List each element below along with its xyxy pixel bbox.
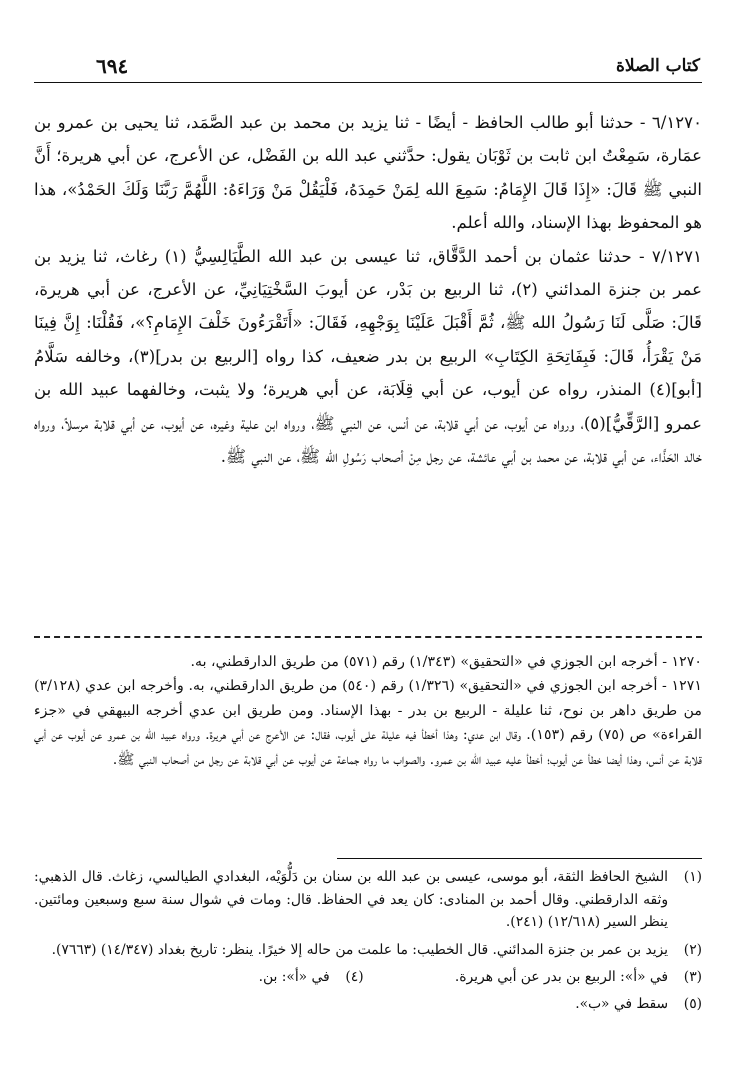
main-text	[34, 106, 702, 473]
footnote-mark: (٥)	[683, 995, 702, 1012]
footnote-text: الشيخ الحافظ الثقة، أبو موسى، عيسى بن عبد الله بن سنان بن دَلُّوَيْه، البغدادي الطيالسي، زغاث. قال الذهبي: وثقه الدارقطني. وقال أحمد بن المنادى: كان يعد في الحفاظ. قال: ومات في شوال سنة سبع وسبعين ومائتين. ينظر السير (١٢/٦١٨) (٢٤١).	[34, 869, 668, 931]
dashed-separator	[34, 636, 702, 638]
footnote-text: يزيد بن عمر بن جنزة المدائني. قال الخطيب: ما علمت من حاله إلا خيرًا. ينظر: تاريخ بغداد (١٤/٣٤٧) (٧٦٦٣).	[51, 941, 668, 958]
footnote-4	[259, 966, 364, 989]
footnote-5	[34, 993, 702, 1016]
footnote-text: سقط في «ب».	[575, 995, 668, 1012]
hadith-1270: ٦/١٢٧٠ - حدثنا أبو طالب الحافظ - أيضًا - ثنا يزيد بن محمد بن عبد الصَّمَد، ثنا يحيى بن عمرو بن عمَارة، سَمِعْتُ ابن ثابت بن ثَوْبَان يقول: حدَّثني عبد الله بن الفَضْل، عن الأعرج، عن أبي هريرة؛ أَنَّ النبي ﷺ قَالَ: «إِذَا قَالَ الإِمَامُ: سَمِعَ الله لِمَنْ حَمِدَهُ، فَلْيَقُلْ مَنْ وَرَاءَهُ: اللَّهُمَّ رَبَّنَا وَلَكَ الحَمْدُ»، هذا هو المحفوظ بهذا الإسناد، والله أعلم.	[34, 113, 702, 233]
footnote-mark: (١)	[683, 869, 702, 885]
footnote-1	[34, 866, 702, 934]
footnote-mark: (٤)	[345, 969, 364, 986]
footnote-text: في «أ»: بن.	[258, 969, 330, 986]
takhrij-1271: ١٢٧١ - أخرجه ابن الجوزي في «التحقيق» (١/٣٢٦) رقم (٥٤٠) من طريق الدارقطني، به. وأخرجه ابن عدي (٣/١٢٨) من طريق داهر بن نوح، ثنا عليلة - الربيع بن بدر - بهذا الإسناد. ومن طريق ابن عدي أخرجه البيهقي في «جزء القراءة» ص (٧٥) رقم (١٥٣). وقال ابن عدي: وهذا أخطأ فيه عليلة على أيوب، فقال: عن الأعرج عن أبي هريرة. ورواه عبيد الله بن عمرو عن أيوب عن أبي قلابة عن أنس، وهذا أيضا خطأ عن أيوب؛ أخطأ عليه عبيد الله بن عمرو. والصواب ما رواه جماعة عن أيوب عن أبي قلابة عن رجل من أصحاب النبي ﷺ.	[34, 678, 702, 768]
page-number: ٦٩٤	[96, 54, 129, 78]
running-header	[34, 54, 702, 83]
takhrij-1270: ١٢٧٠ - أخرجه ابن الجوزي في «التحقيق» (١/٣٤٣) رقم (٥٧١) من طريق الدارقطني، به.	[190, 654, 702, 670]
book-title: كتاب الصلاة	[615, 56, 700, 76]
takhrij-section	[34, 650, 702, 772]
footnote-mark: (٢)	[683, 941, 702, 958]
footnote-rule	[337, 858, 702, 859]
footnote-3-4	[34, 966, 702, 989]
footnote-2	[34, 939, 702, 962]
footnotes	[34, 866, 702, 1021]
footnote-mark: (٣)	[683, 969, 702, 986]
footnote-text: في «أ»: الربيع بن بدر عن أبي هريرة.	[454, 969, 668, 986]
hadith-1271: ٧/١٢٧١ - حدثنا عثمان بن أحمد الدَّقَّاق، ثنا عيسى بن عبد الله الطَّيَالِسِيُّ (١) رغاث، ثنا يزيد بن عمر بن جنزة المدائني (٢)، ثنا الربيع بن بَدْر، عن أيوبَ السَّخْتِيَانِيِّ، عن الأعرج، عن أبي هريرة، قَالَ: صَلَّى لَنَا رَسُولُ الله ﷺ، ثُمَّ أَقْبَلَ عَلَيْنَا بِوَجْهِهِ، فَقَالَ: «أَتَقْرَءُونَ خَلْفَ الإِمَامِ؟»، فَقُلْنَا: إِنَّ فِينَا مَنْ يَقْرَأُ، قَالَ: فَبِفَاتِحَةِ الكِتَابِ» الربيع بن بدر ضعيف، كذا رواه [الربيع بن بدر](٣)، وخالفه سَلَّامُ [أبو](٤) المنذر، رواه عن أيوب، عن أبي قِلَابَة، عن أبي هريرة؛ ولا يثبت، وخالفهما عبيد الله بن عمرو [الرَّقِّيُّ](٥)، ورواه عن أيوب، عن أبي قلابة، عن أنس، عن النبي ﷺ، ورواه ابن علية وغيره، عن أيوب، عن أبي قلابة مرسلاً، ورواه خالد الحَذَّاء، عن أبي قلابة، عن محمد بن أبي عائشة، عن رجل مِنْ أصحاب رَسُولِ الله ﷺ، عن النبي ﷺ.	[34, 246, 702, 467]
